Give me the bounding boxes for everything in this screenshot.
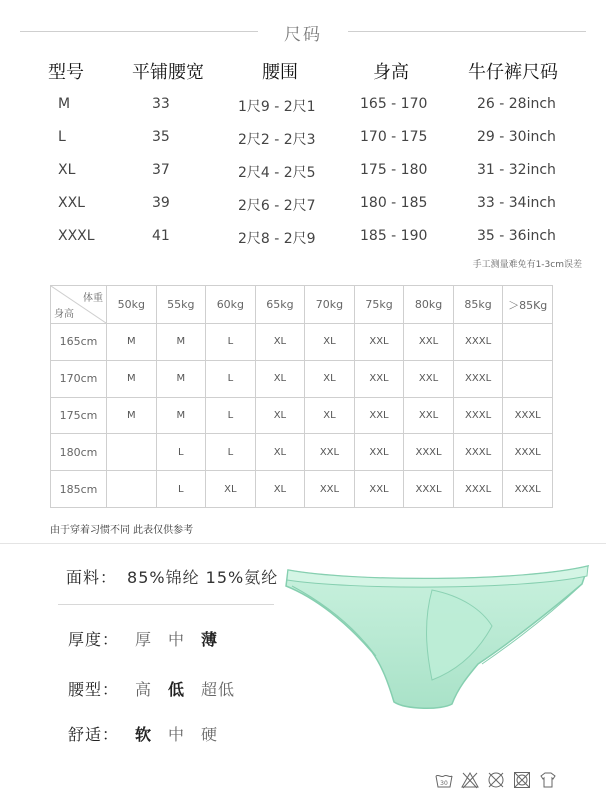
corner-weight-label: 体重	[83, 293, 103, 304]
grid-cell: XXL	[354, 397, 404, 434]
grid-cell: L	[156, 471, 206, 508]
attribute-label: 舒适：	[68, 725, 120, 744]
grid-height-label: 180cm	[51, 434, 107, 471]
spec-cell: XL	[58, 162, 76, 178]
spec-cell: 175 - 180	[360, 162, 428, 178]
attribute-label: 厚度：	[68, 630, 120, 649]
grid-weight-header: 75kg	[354, 286, 404, 324]
no-dry-clean-icon	[486, 770, 506, 790]
grid-cell: XL	[255, 360, 305, 397]
grid-row	[51, 471, 553, 508]
grid-cell: XL	[305, 360, 355, 397]
grid-cell: M	[107, 397, 157, 434]
grid-cell: XXL	[404, 397, 454, 434]
grid-row	[51, 360, 553, 397]
spec-row	[0, 195, 606, 228]
grid-cell: XXXL	[503, 434, 553, 471]
spec-cell: 180 - 185	[360, 195, 428, 211]
no-tumble-dry-icon	[512, 770, 532, 790]
grid-corner-cell	[51, 286, 107, 324]
grid-cell: XL	[206, 471, 256, 508]
size-grid	[50, 285, 553, 508]
size-spec-table	[0, 56, 606, 261]
spec-header: 平铺腰宽	[132, 62, 204, 83]
grid-cell: M	[156, 360, 206, 397]
attribute-label: 腰型：	[68, 680, 120, 699]
spec-header: 身高	[373, 62, 409, 83]
grid-cell: XXXL	[503, 471, 553, 508]
product-image	[282, 556, 594, 716]
grid-cell: M	[107, 360, 157, 397]
grid-cell: XL	[255, 434, 305, 471]
spec-cell: 41	[152, 228, 170, 244]
spec-cell: 35	[152, 129, 170, 145]
grid-cell: XL	[255, 397, 305, 434]
spec-cell: M	[58, 96, 71, 112]
hang-dry-icon	[538, 770, 558, 790]
attribute-option: 中	[168, 630, 186, 649]
grid-cell: L	[206, 360, 256, 397]
grid-weight-header: 80kg	[404, 286, 454, 324]
grid-cell: XXXL	[453, 324, 503, 361]
fabric-divider	[58, 604, 274, 605]
attribute-option: 薄	[201, 630, 219, 649]
grid-weight-header: ＞85Kg	[503, 286, 553, 324]
page-title: 尺码	[284, 25, 322, 45]
grid-weight-header: 65kg	[255, 286, 305, 324]
spec-cell: 35 - 36inch	[477, 228, 556, 244]
spec-row	[0, 96, 606, 129]
no-bleach-icon	[460, 770, 480, 790]
spec-cell: 29 - 30inch	[477, 129, 556, 145]
spec-cell: 33 - 34inch	[477, 195, 556, 211]
spec-cell: 165 - 170	[360, 96, 428, 112]
grid-cell: XL	[305, 397, 355, 434]
grid-note: 由于穿着习惯不同 此表仅供参考	[50, 525, 194, 536]
wash-30-icon	[434, 770, 454, 790]
grid-height-label: 175cm	[51, 397, 107, 434]
grid-row	[51, 434, 553, 471]
grid-height-label: 165cm	[51, 324, 107, 361]
wash-temp-label: 30	[440, 780, 448, 787]
grid-cell: XXL	[354, 324, 404, 361]
spec-cell: 170 - 175	[360, 129, 428, 145]
grid-height-label: 185cm	[51, 471, 107, 508]
measurement-note: 手工测量难免有1-3cm误差	[472, 260, 582, 270]
attribute-option: 高	[135, 680, 153, 699]
spec-header-row	[0, 56, 606, 96]
grid-header-row	[51, 286, 553, 324]
grid-cell: L	[206, 434, 256, 471]
spec-cell: L	[58, 129, 66, 145]
grid-cell: L	[206, 397, 256, 434]
grid-row	[51, 324, 553, 361]
title-row	[20, 18, 586, 46]
attribute-row	[68, 677, 235, 700]
spec-cell: 2尺2 - 2尺3	[238, 132, 316, 148]
attribute-option: 厚	[135, 630, 153, 649]
grid-cell	[503, 360, 553, 397]
section-divider	[0, 543, 606, 544]
care-icons	[434, 770, 558, 792]
grid-weight-header: 60kg	[206, 286, 256, 324]
grid-cell: XL	[255, 471, 305, 508]
grid-weight-header: 85kg	[453, 286, 503, 324]
grid-cell: XXXL	[404, 471, 454, 508]
attribute-option: 软	[135, 725, 153, 744]
grid-cell: M	[107, 324, 157, 361]
grid-height-label: 170cm	[51, 360, 107, 397]
attribute-option: 中	[168, 725, 186, 744]
size-grid-table	[50, 285, 553, 508]
grid-cell: M	[156, 397, 206, 434]
fabric-value: 85%锦纶 15%氨纶	[127, 568, 279, 587]
grid-cell: XXL	[354, 471, 404, 508]
fabric-label: 面料：	[66, 568, 118, 587]
title-divider-right	[348, 31, 586, 32]
spec-row	[0, 129, 606, 162]
spec-header: 牛仔裤尺码	[468, 62, 558, 83]
grid-cell: L	[206, 324, 256, 361]
fabric-row	[66, 565, 278, 588]
grid-cell: XXL	[354, 360, 404, 397]
grid-cell	[503, 324, 553, 361]
grid-cell	[107, 471, 157, 508]
attribute-row	[68, 627, 218, 650]
grid-cell: XXL	[354, 434, 404, 471]
grid-cell: XXXL	[453, 360, 503, 397]
spec-cell: 31 - 32inch	[477, 162, 556, 178]
grid-cell: L	[156, 434, 206, 471]
spec-cell: 26 - 28inch	[477, 96, 556, 112]
corner-height-label: 身高	[54, 309, 74, 320]
grid-cell: XXXL	[404, 434, 454, 471]
grid-cell: XXL	[404, 360, 454, 397]
attribute-option: 超低	[201, 680, 236, 699]
spec-cell: 37	[152, 162, 170, 178]
spec-cell: XXL	[58, 195, 85, 211]
grid-row	[51, 397, 553, 434]
grid-weight-header: 50kg	[107, 286, 157, 324]
grid-cell: XXL	[404, 324, 454, 361]
attribute-option: 硬	[201, 725, 219, 744]
grid-cell: XXXL	[453, 471, 503, 508]
grid-cell: XXXL	[453, 397, 503, 434]
grid-cell: XL	[305, 324, 355, 361]
grid-cell	[107, 434, 157, 471]
attribute-option: 低	[168, 680, 186, 699]
spec-header: 腰围	[262, 62, 298, 83]
grid-cell: XL	[255, 324, 305, 361]
grid-cell: XXL	[305, 471, 355, 508]
spec-cell: 33	[152, 96, 170, 112]
attribute-row	[68, 722, 218, 745]
spec-cell: 2尺4 - 2尺5	[238, 165, 316, 181]
grid-weight-header: 70kg	[305, 286, 355, 324]
spec-cell: 39	[152, 195, 170, 211]
grid-cell: M	[156, 324, 206, 361]
spec-cell: 2尺6 - 2尺7	[238, 198, 316, 214]
grid-cell: XXXL	[503, 397, 553, 434]
grid-weight-header: 55kg	[156, 286, 206, 324]
grid-cell: XXL	[305, 434, 355, 471]
spec-row	[0, 162, 606, 195]
grid-cell: XXXL	[453, 434, 503, 471]
spec-cell: 1尺9 - 2尺1	[238, 99, 316, 115]
spec-header: 型号	[48, 62, 84, 83]
spec-cell: 185 - 190	[360, 228, 428, 244]
spec-cell: 2尺8 - 2尺9	[238, 231, 316, 247]
spec-cell: XXXL	[58, 228, 95, 244]
